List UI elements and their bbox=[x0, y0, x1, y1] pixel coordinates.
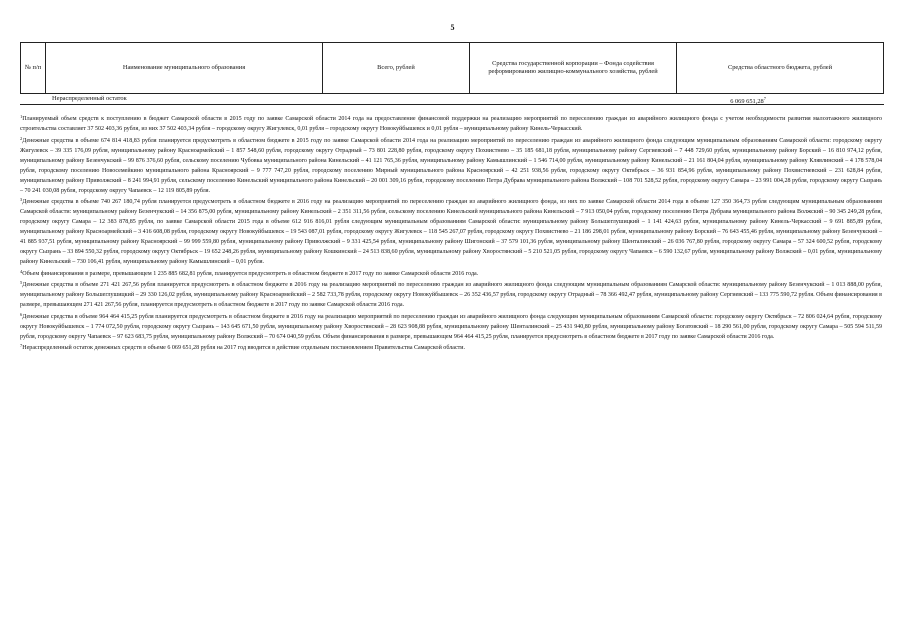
row-footnote-ref: 7 bbox=[763, 96, 766, 101]
footnote bbox=[20, 114, 882, 134]
col-header-fund: Средства государственной корпорации – Фонда содействия реформированию жилищно-коммунального хозяйства, рублей bbox=[470, 43, 677, 94]
footnote-number: 1 bbox=[20, 114, 23, 119]
footnote bbox=[20, 280, 882, 310]
footnote-text: Планируемый объем средств к поступлению в бюджет Самарской области в 2015 году по заявке Самарской области 2014 года на предоставление финансовой поддержки на реализацию мероприятий по переселению граждан из аварийного жилищного фонда с учетом необходимости развития малоэтажного жилищного строительства составляет 37 502 403,36 рубля, из них 37 502 403,34 рубля – городскому округу Жигулевск, 0,01 рубля – городскому округу Новокуйбышевск и 0,01 рубля – муниципальному району Кинель-Черкасский. bbox=[20, 116, 882, 132]
footnote bbox=[20, 269, 882, 279]
footnote-number: 5 bbox=[20, 280, 23, 285]
col-header-name: Наименование муниципального образования bbox=[46, 43, 323, 94]
page-number: 5 bbox=[450, 23, 455, 32]
footnote-text: Денежные средства в объеме 271 421 267,56 рубля планируется предусмотреть в областном бюджете в 2016 году на реализацию мероприятий по переселению граждан из аварийного жилищного фонда следующим муниципальным образованиям Самарской области: муниципальному району Безенчукский – 1 013 888,00 рубля, муниципальному району Большеглушицкий – 29 330 126,02 рубля, муниципальному району Красноармейский – 2 582 733,78 рубля, городскому округу Новокуйбышевск – 26 352 436,57 рубля, городскому округу Отрадный – 78 366 492,47 рубля, муниципальному району Сергиевский – 133 775 590,72 рубля. Объем финансирования в размере, превышающем 271 421 267,56 рубля, планируется предусмотреть в областном бюджете в 2017 году по заявке Самарской области 2016 года. bbox=[20, 282, 882, 308]
footnote bbox=[20, 343, 882, 353]
row-label: Нераспределенный остаток bbox=[52, 95, 127, 102]
footnotes bbox=[20, 114, 882, 355]
footnote-text: Нераспределенный остаток денежных средств в объеме 6 069 651,28 рубля на 2017 год вводится в действие отдельным постановлением Правительства Самарской области. bbox=[22, 345, 466, 351]
footnote-number: 4 bbox=[20, 268, 23, 274]
footnote bbox=[20, 312, 882, 342]
col-header-regional: Средства областного бюджета, рублей bbox=[677, 43, 884, 94]
footnote-text: Денежные средства в объеме 964 464 415,25 рубля планируется предусмотреть в областном бюджете в 2016 году на реализацию мероприятий по переселению граждан из аварийного жилищного фонда следующим муниципальным образованиям Самарской области: городскому округу Октябрьск – 72 806 024,64 рубля, городскому округу Новокуйбышевск – 1 774 072,50 рубля, городскому округу Сызрань – 143 645 671,50 рубля, муниципальному району Хворостянский – 28 623 908,88 рубля, муниципальному району Шенталинский – 25 431 940,80 рубля, муниципальному району Богатовский – 18 290 561,00 рубля, городскому округу Самара – 505 594 511,59 рубля, городскому округу Чапаевск – 97 623 683,75 рубля, муниципальному району Волжский – 70 674 040,59 рубля. Объем финансирования в размере, превышающем 964 464 415,25 рубля, планируется предусмотреть в областном бюджете в 2017 году по заявке Самарской области 2016 года. bbox=[20, 313, 882, 340]
col-header-total: Всего, рублей bbox=[323, 43, 470, 94]
footnote-number: 2 bbox=[20, 135, 23, 141]
col-header-num: № п/п bbox=[21, 43, 46, 94]
footnote-text: Объем финансирования в размере, превышающем 1 235 885 682,81 рубля, планируется предусмотреть в областном бюджете в 2017 году по заявке Самарской области 2016 года. bbox=[22, 270, 479, 277]
header-table bbox=[20, 42, 884, 94]
row-value: 6 069 651,28$^7$ bbox=[730, 96, 766, 106]
footnote-number: 6 bbox=[20, 311, 23, 317]
footnote-text: Денежные средства в объеме 740 267 180,74 рубля планируется предусмотреть в областном бюджете в 2016 году на реализацию мероприятий по переселению граждан из аварийного жилищного фонда, из них по заявке Самарской области 2014 года в объеме 127 350 364,73 рубля следующим муниципальным образованиям Самарской области: муниципальному району Безенчукский – 14 356 875,00 рубля, муниципальному району Кинельский – 2 351 311,56 рубля, сельскому поселению Кинельский муниципального района Кинельский – 7 913 050,04 рубля, городскому поселению Петра Дубрава муниципального района Волжский – 90 345 249,28 рубля, городскому округу Самара – 12 383 878,85 рубля, по заявке Самарской области 2015 года в объеме 612 916 816,01 рубля следующим муниципальным образованиям Самарской области: муниципальному району Большеглушицкий – 1 141 424,63 рубля, муниципальному району Кинель-Черкасский – 9 691 885,89 рубля, муниципальному району Красноармейский – 3 416 608,08 рубля, городскому округу Новокуйбышевск – 19 543 087,01 рубля, городскому округу Жигулевск – 118 545 267,07 рубля, городскому округу Похвистнево – 21 186 298,01 рубля, муниципальному району Борский – 76 643 455,46 рубля, муниципальному району Безенчукский – 41 885 937,51 рубля, муниципальному району Красноярский – 99 999 559,80 рубля, муниципальному району Приволжский – 9 331 425,54 рубля, муниципальному району Шигонский – 37 579 101,36 рубля, муниципальному району Шенталинский – 26 036 767,80 рубля, городскому округу Самара – 57 324 600,52 рубля, городскому округу Сызрань – 33 894 550,32 рубля, городскому округу Октябрьск – 19 652 248,26 рубля, муниципальному району Кошкинский – 24 513 838,60 рубля, муниципальному району Хворостянский – 5 210 521,05 рубля, городскому округу Чапаевск – 6 590 132,67 рубля, муниципальному району Волжский – 0,01 рубля, муниципальному району Кинельский – 730 106,41 рубля, муниципальному району Камышлинский – 0,01 рубля. bbox=[20, 199, 882, 265]
footnote bbox=[20, 136, 882, 196]
footnote-number: 3 bbox=[20, 197, 23, 202]
table-row bbox=[20, 95, 884, 105]
footnote bbox=[20, 197, 882, 267]
footnote-text: Денежные средства в объеме 674 814 418,83 рубля планируется предусмотреть в областном бюджете в 2015 году по заявке Самарской области 2014 года на реализацию мероприятий по переселению граждан из аварийного жилищного фонда следующим муниципальным образованиям Самарской области: городскому округу Жигулевск – 39 335 176,09 рубля, муниципальному району Красноармейский – 1 857 548,60 рубля, городскому округу Отрадный – 73 801 228,80 рубля, городскому округу Похвистнево – 35 185 681,18 рубля, муниципальному району Сергиевский – 7 448 729,60 рубля, муниципальному району Борский – 16 810 974,12 рубля, муниципальному району Безенчукский – 99 876 376,60 рубля, сельскому поселению Чубовка муниципального района Кинельский – 41 121 765,36 рубля, муниципальному району Камышлинский – 1 546 714,00 рубля, муниципальному району Кинельский – 21 161 804,04 рубля, муниципальному району Клявлинский – 4 178 578,04 рубля, городскому поселению Новосемейкино муниципального района Красноярский – 9 777 747,20 рубля, городскому поселению Мирный муниципального района Красноярский – 42 251 938,56 рубля, городскому округу Октябрьск – 36 931 854,96 рубля, муниципальному району Похвистневский – 231 628,84 рубля, муниципальному району Приволжский – 8 241 994,91 рубля, сельскому поселению Кинельский муниципального района Кинельский – 20 001 309,16 рубля, городскому поселению Петра Дубрава муниципального района Волжский – 108 701 528,52 рубля, городскому округу Самара – 23 991 004,28 рубля, городскому округу Сызрань – 70 241 030,08 рубля, городскому округу Чапаевск – 12 119 805,89 рубля. bbox=[20, 137, 882, 194]
footnote-number: 7 bbox=[20, 343, 23, 348]
